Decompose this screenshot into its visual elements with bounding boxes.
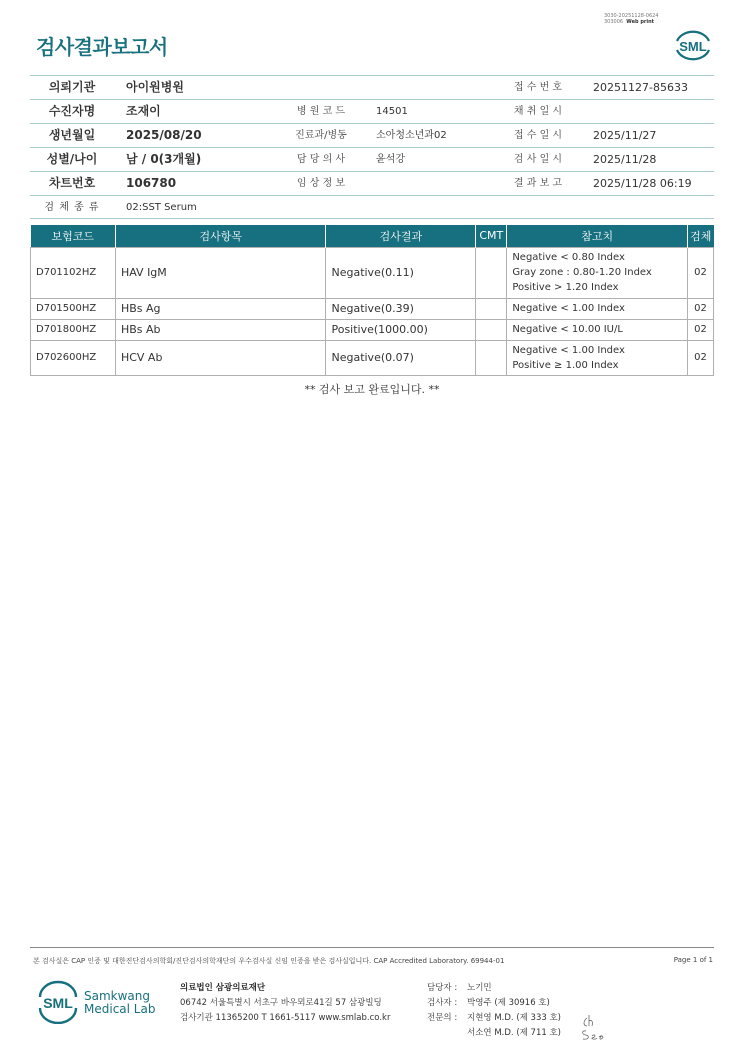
chart-no: 106780 bbox=[126, 176, 177, 190]
col-result: 검사결과 bbox=[326, 225, 476, 247]
specimen-code: 02 bbox=[687, 340, 713, 375]
staff-row bbox=[427, 981, 561, 996]
insurance-code: D701800HZ bbox=[31, 319, 116, 340]
staff-row bbox=[427, 1011, 561, 1026]
print-mode: Web print bbox=[626, 19, 655, 25]
label-requesting-institution: 의뢰기관 bbox=[48, 80, 96, 94]
signature bbox=[578, 1012, 608, 1042]
footer-divider bbox=[30, 947, 714, 948]
specimen-code: 02 bbox=[687, 247, 713, 298]
info-row bbox=[30, 148, 714, 172]
reference-range bbox=[507, 319, 688, 340]
test-date: 2025/11/28 bbox=[593, 153, 657, 166]
sml-logo bbox=[672, 26, 714, 64]
label-patient-name: 수진자명 bbox=[48, 104, 96, 118]
contact-line: 검사기관 11365200 T 1661-5117 www.smlab.co.kr bbox=[180, 1013, 391, 1023]
test-result: Negative(0.39) bbox=[326, 298, 476, 319]
physician: 윤석강 bbox=[376, 154, 405, 165]
reference-line: Negative < 10.00 IU/L bbox=[512, 324, 623, 335]
lab-address bbox=[180, 981, 390, 1026]
test-item: HBs Ag bbox=[115, 298, 326, 319]
lab-name-line-1: Samkwang bbox=[84, 989, 150, 1003]
label-report-date: 결 과 보 고 bbox=[513, 178, 563, 189]
test-result: Negative(0.07) bbox=[326, 340, 476, 375]
staff-role: 담당자 : bbox=[427, 983, 458, 993]
cmt bbox=[476, 247, 507, 298]
birth-date: 2025/08/20 bbox=[126, 128, 202, 142]
lab-name-line-2: Medical Lab bbox=[84, 1002, 156, 1016]
label-department: 진료과/병동 bbox=[295, 130, 347, 141]
print-code-line-2: 303006 Web print bbox=[604, 19, 655, 25]
table-row bbox=[31, 247, 714, 298]
table-row bbox=[31, 340, 714, 375]
label-chart-no: 차트번호 bbox=[48, 176, 96, 190]
patient-name: 조재이 bbox=[126, 104, 161, 118]
col-specimen: 검체 bbox=[687, 225, 713, 247]
insurance-code: D702600HZ bbox=[31, 340, 116, 375]
reference-line: Negative < 0.80 Index bbox=[512, 252, 625, 263]
specimen-code: 02 bbox=[687, 298, 713, 319]
print-code bbox=[604, 13, 659, 25]
sml-logo-bottom-text: SML bbox=[43, 995, 73, 1011]
completion-note: ** 검사 보고 완료입니다. ** bbox=[304, 383, 440, 396]
info-row bbox=[30, 76, 714, 100]
reference-range bbox=[507, 298, 688, 319]
test-result: Negative(0.11) bbox=[326, 247, 476, 298]
address-line: 06742 서울특별시 서초구 바우뫼로41길 57 삼광빌딩 bbox=[180, 998, 382, 1008]
cmt bbox=[476, 298, 507, 319]
info-row bbox=[30, 100, 714, 124]
staff-list bbox=[427, 981, 561, 1041]
cmt bbox=[476, 340, 507, 375]
label-receipt-no: 접 수 번 호 bbox=[513, 82, 563, 93]
label-birth-date: 생년월일 bbox=[48, 128, 96, 142]
print-code-line-1: 3030-20251128-0624 bbox=[604, 13, 659, 19]
info-row bbox=[30, 196, 714, 219]
report-date: 2025/11/28 06:19 bbox=[593, 177, 692, 190]
department: 소아청소년과02 bbox=[376, 130, 447, 141]
receipt-no: 20251127-85633 bbox=[593, 81, 688, 94]
col-reference: 참고치 bbox=[507, 225, 688, 247]
test-result-positive: Positive(1000.00) bbox=[326, 319, 476, 340]
test-item: HAV IgM bbox=[115, 247, 326, 298]
staff-name: 지현영 M.D. (제 333 호) bbox=[467, 1013, 562, 1023]
lab-name bbox=[84, 990, 155, 1016]
requesting-institution: 아이원병원 bbox=[126, 80, 184, 94]
specimen-type: 02:SST Serum bbox=[126, 202, 197, 213]
accreditation-note: 본 검사실은 CAP 인증 및 대한진단검사의학회/진단검사의학재단의 우수검사실 신임 인증을 받은 검사실입니다. CAP Accredited Laboratory. 69944-01 bbox=[33, 957, 505, 965]
col-test-item: 검사항목 bbox=[115, 225, 326, 247]
reference-line: Gray zone : 0.80-1.20 Index bbox=[512, 267, 652, 278]
staff-role: 검사자 : bbox=[427, 998, 458, 1008]
staff-role: 전문의 : bbox=[427, 1013, 458, 1023]
test-item: HCV Ab bbox=[115, 340, 326, 375]
col-cmt: CMT bbox=[476, 225, 507, 247]
label-sex-age: 성별/나이 bbox=[46, 152, 98, 166]
label-physician: 담 당 의 사 bbox=[296, 154, 346, 165]
staff-name: 노기민 bbox=[467, 983, 492, 993]
col-insurance-code: 보험코드 bbox=[31, 225, 116, 247]
info-row bbox=[30, 124, 714, 148]
sml-logo-bottom bbox=[36, 980, 80, 1024]
info-row bbox=[30, 172, 714, 196]
table-row bbox=[31, 298, 714, 319]
test-item: HBs Ab bbox=[115, 319, 326, 340]
sml-logo-text: SML bbox=[679, 39, 707, 54]
label-clinical-info: 임 상 정 보 bbox=[296, 178, 346, 189]
table-row bbox=[31, 319, 714, 340]
results-table bbox=[30, 225, 714, 376]
page-title: 검사결과보고서 bbox=[36, 35, 168, 59]
reference-line: Positive > 1.20 Index bbox=[512, 282, 619, 293]
reference-line: Positive ≥ 1.00 Index bbox=[512, 359, 619, 371]
page-number: Page 1 of 1 bbox=[673, 956, 713, 964]
specimen-code: 02 bbox=[687, 319, 713, 340]
staff-row bbox=[427, 996, 561, 1011]
cmt bbox=[476, 319, 507, 340]
insurance-code: D701102HZ bbox=[31, 247, 116, 298]
staff-name: 박영주 (제 30916 호) bbox=[467, 998, 550, 1008]
receipt-date: 2025/11/27 bbox=[593, 129, 657, 142]
reference-range bbox=[507, 247, 688, 298]
label-hospital-code: 병 원 코 드 bbox=[296, 106, 346, 117]
reference-line: Negative < 1.00 Index bbox=[512, 344, 625, 356]
label-test-date: 검 사 일 시 bbox=[513, 154, 563, 165]
sex-age: 남 / 0(3개월) bbox=[126, 152, 202, 166]
results-header-row bbox=[31, 225, 714, 247]
label-specimen-type: 검 체 종 류 bbox=[44, 202, 100, 213]
patient-info bbox=[30, 75, 714, 219]
staff-row bbox=[427, 1026, 561, 1041]
staff-name: 서소연 M.D. (제 711 호) bbox=[467, 1028, 562, 1038]
reference-line: Negative < 1.00 Index bbox=[512, 303, 625, 314]
hospital-code: 14501 bbox=[376, 106, 408, 117]
insurance-code: D701500HZ bbox=[31, 298, 116, 319]
reference-range bbox=[507, 340, 688, 375]
foundation-name: 의료법인 삼광의료재단 bbox=[180, 983, 266, 993]
label-collection-date: 채 취 일 시 bbox=[513, 106, 563, 117]
label-receipt-date: 접 수 일 시 bbox=[513, 130, 563, 141]
